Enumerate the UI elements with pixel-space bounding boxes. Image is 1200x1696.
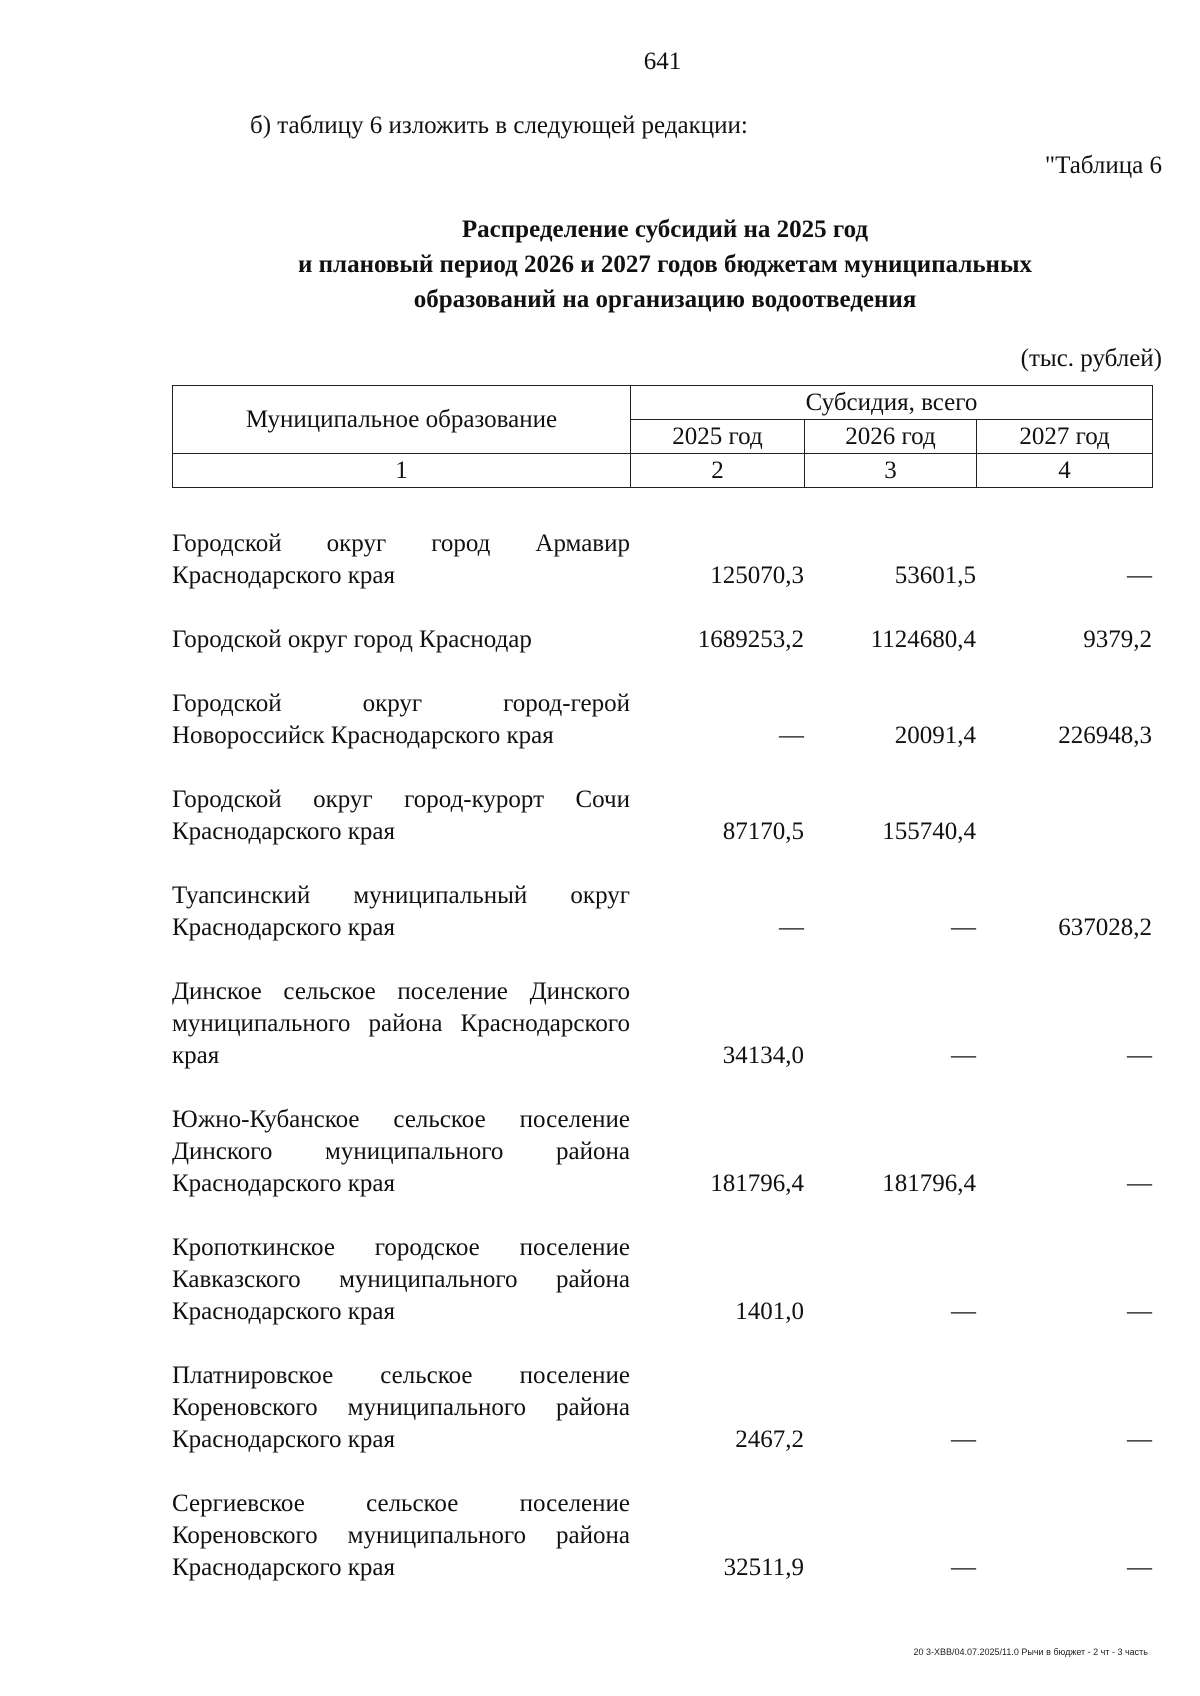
row-value-2026: 1124680,4	[870, 626, 976, 653]
row-name: Сергиевское сельское поселение Кореновского муниципального района Краснодарского края	[172, 1490, 630, 1581]
row-name: Городской округ город-курорт Сочи Краснодарского края	[172, 786, 630, 845]
row-value-2025: 32511,9	[723, 1554, 804, 1581]
row-value-2026: —	[951, 914, 976, 941]
title-line-2: и плановый период 2026 и 2027 годов бюджетам муниципальных	[298, 251, 1032, 278]
table-row	[172, 1200, 1152, 1328]
units-label: (тыс. рублей)	[1020, 345, 1162, 372]
table-row	[172, 1456, 1152, 1584]
table-row	[172, 592, 1152, 656]
row-value-2027: —	[1127, 562, 1152, 589]
row-value-2027: 637028,2	[1058, 914, 1152, 941]
table-header	[172, 385, 1153, 488]
table-row	[172, 848, 1152, 944]
table-row	[172, 752, 1152, 848]
row-value-2027: —	[1127, 1170, 1152, 1197]
header-year-2027: 2027 год	[977, 420, 1153, 454]
row-name: Городской округ город Армавир Краснодарского края	[172, 530, 630, 589]
row-name: Туапсинский муниципальный округ Краснодарского края	[172, 882, 630, 941]
row-name: Городской округ город-герой Новороссийск Краснодарского края	[172, 690, 630, 749]
table-row	[172, 656, 1152, 752]
page-number: 641	[643, 48, 682, 75]
header-subsidy-total: Субсидия, всего	[631, 386, 1153, 420]
title-line-1: Распределение субсидий на 2025 год	[461, 216, 869, 243]
header-municipality: Муниципальное образование	[173, 386, 631, 454]
row-value-2025: 2467,2	[735, 1426, 804, 1453]
row-name: Южно-Кубанское сельское поселение Динского муниципального района Краснодарского края	[172, 1106, 630, 1197]
row-value-2025: —	[779, 914, 804, 941]
table-body	[172, 496, 1152, 1584]
row-value-2026: 53601,5	[894, 562, 976, 589]
col-number-3: 3	[805, 454, 977, 488]
row-value-2026: —	[951, 1554, 976, 1581]
row-value-2027: —	[1127, 1042, 1152, 1069]
footer-note: 20 3-ХВВ/04.07.2025/11.0 Рычи в бюджет - 2 чт - 3 часть	[913, 1647, 1148, 1657]
document-title	[150, 212, 1180, 317]
row-value-2025: 34134,0	[722, 1042, 804, 1069]
col-number-1: 1	[173, 454, 631, 488]
row-value-2026: 181796,4	[882, 1170, 976, 1197]
row-value-2027: 9379,2	[1083, 626, 1152, 653]
row-value-2025: —	[779, 722, 804, 749]
header-year-2025: 2025 год	[631, 420, 805, 454]
row-value-2026: 155740,4	[882, 818, 976, 845]
row-value-2026: —	[951, 1298, 976, 1325]
table-row	[172, 496, 1152, 592]
row-name: Кропоткинское городское поселение Кавказского муниципального района Краснодарского края	[172, 1234, 630, 1325]
row-name: Городской округ город Краснодар	[172, 626, 532, 653]
table-row	[172, 1328, 1152, 1456]
header-year-2026: 2026 год	[805, 420, 977, 454]
row-value-2025: 181796,4	[710, 1170, 804, 1197]
row-value-2026: —	[951, 1426, 976, 1453]
row-value-2027: —	[1127, 1426, 1152, 1453]
col-number-2: 2	[631, 454, 805, 488]
row-value-2027: 226948,3	[1058, 722, 1152, 749]
row-value-2026: —	[951, 1042, 976, 1069]
row-value-2025: 1689253,2	[697, 626, 804, 653]
row-value-2025: 125070,3	[710, 562, 804, 589]
title-line-3: образований на организацию водоотведения	[413, 286, 917, 313]
row-value-2027: —	[1127, 1554, 1152, 1581]
row-name: Динское сельское поселение Динского муниципального района Краснодарского края	[172, 978, 630, 1069]
row-value-2026: 20091,4	[894, 722, 976, 749]
row-value-2027: —	[1127, 1298, 1152, 1325]
intro-line: б) таблицу 6 изложить в следующей редакции:	[250, 112, 748, 139]
row-value-2025: 1401,0	[735, 1298, 804, 1325]
row-name: Платнировское сельское поселение Кореновского муниципального района Краснодарского края	[172, 1362, 630, 1453]
table-row	[172, 1072, 1152, 1200]
table-reference: "Таблица 6	[1044, 152, 1162, 179]
row-value-2025: 87170,5	[722, 818, 804, 845]
table-row	[172, 944, 1152, 1072]
col-number-4: 4	[977, 454, 1153, 488]
